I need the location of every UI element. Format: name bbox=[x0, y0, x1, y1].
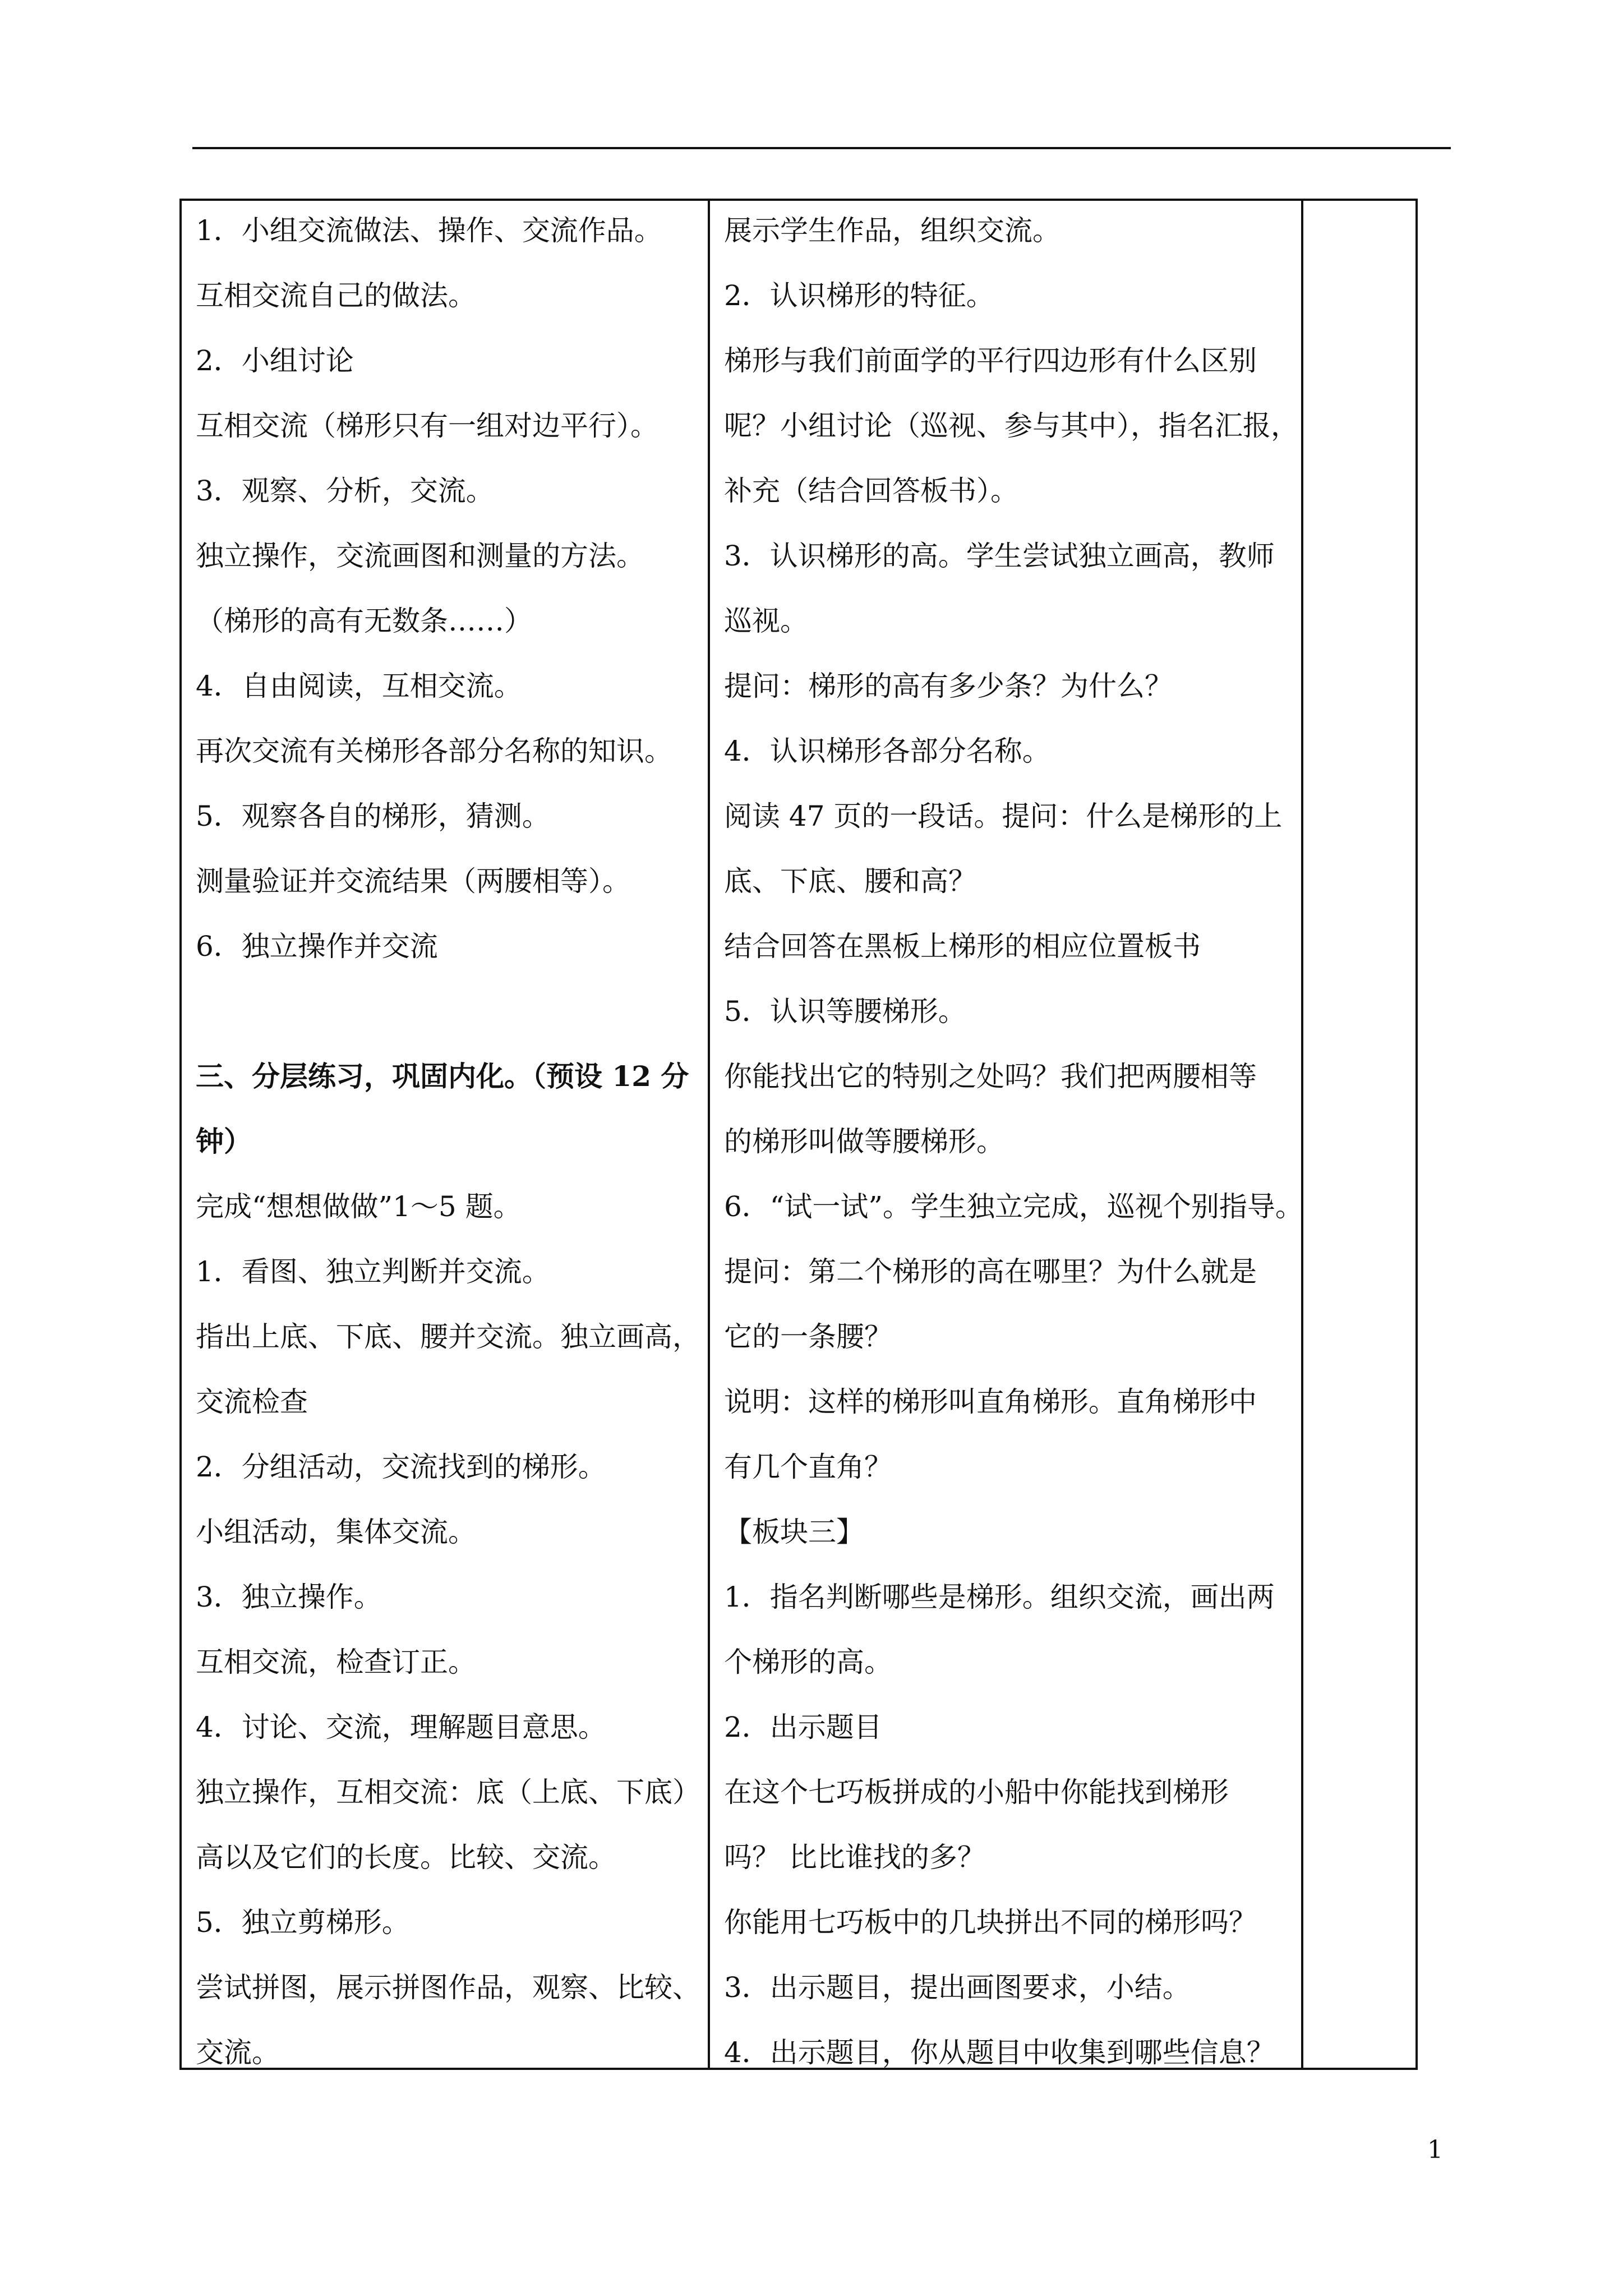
col2-line: 它的一条腰？ bbox=[724, 1320, 892, 1353]
col2-line: 个梯形的高。 bbox=[724, 1646, 892, 1678]
header-rule bbox=[192, 147, 1451, 149]
col1-line: 小组活动，集体交流。 bbox=[196, 1516, 476, 1548]
col1-line: 完成“想想做做”1～5 题。 bbox=[196, 1190, 522, 1223]
col1-line: 3．独立操作。 bbox=[196, 1581, 382, 1613]
col2-line: 结合回答在黑板上梯形的相应位置板书 bbox=[724, 930, 1201, 963]
section-heading: 钟） bbox=[196, 1125, 252, 1158]
col1-line: 4．讨论、交流，理解题目意思。 bbox=[196, 1711, 606, 1743]
col1-line: 互相交流自己的做法。 bbox=[196, 279, 476, 312]
col2-line: 呢？小组讨论（巡视、参与其中），指名汇报， bbox=[724, 409, 1299, 442]
col1-line: 1．小组交流做法、操作、交流作品。 bbox=[196, 214, 662, 247]
col2-line: 3．认识梯形的高。学生尝试独立画高，教师 bbox=[724, 540, 1275, 572]
col1-line: 互相交流（梯形只有一组对边平行）。 bbox=[196, 409, 658, 442]
col1-line: （梯形的高有无数条……） bbox=[196, 605, 532, 637]
col1-line: 1．看图、独立判断并交流。 bbox=[196, 1255, 550, 1288]
col1-line: 再次交流有关梯形各部分名称的知识。 bbox=[196, 735, 672, 767]
teacher-activity-column bbox=[710, 201, 1303, 2068]
col1-line: 测量验证并交流结果（两腰相等）。 bbox=[196, 865, 630, 898]
col2-line: 3．出示题目，提出画图要求，小结。 bbox=[724, 1971, 1191, 2004]
notes-column bbox=[1303, 201, 1415, 2068]
col1-line: 独立操作，交流画图和测量的方法。 bbox=[196, 540, 644, 572]
col2-line: 巡视。 bbox=[724, 605, 808, 637]
col2-line: 5．认识等腰梯形。 bbox=[724, 995, 966, 1028]
col2-line: 说明：这样的梯形叫直角梯形。直角梯形中 bbox=[724, 1386, 1257, 1418]
lesson-plan-table bbox=[179, 199, 1418, 2070]
col2-line: 提问：第二个梯形的高在哪里？为什么就是 bbox=[724, 1255, 1257, 1288]
col2-line: 展示学生作品，组织交流。 bbox=[724, 214, 1061, 247]
col2-line: 提问：梯形的高有多少条？为什么？ bbox=[724, 670, 1173, 702]
col1-line: 交流。 bbox=[196, 2036, 280, 2069]
col1-line: 3．观察、分析，交流。 bbox=[196, 475, 494, 507]
col2-line: 6．“试一试”。学生独立完成，巡视个别指导。 bbox=[724, 1190, 1303, 1223]
col1-line: 指出上底、下底、腰并交流。独立画高， bbox=[196, 1320, 700, 1353]
col2-line: 吗？ 比比谁找的多？ bbox=[724, 1841, 985, 1874]
col2-line: 有几个直角？ bbox=[724, 1451, 892, 1483]
col2-line: 梯形与我们前面学的平行四边形有什么区别 bbox=[724, 344, 1257, 377]
col2-line: 2．出示题目 bbox=[724, 1711, 882, 1743]
col1-line: 尝试拼图，展示拼图作品，观察、比较、 bbox=[196, 1971, 700, 2004]
col2-line: 4．出示题目，你从题目中收集到哪些信息？ bbox=[724, 2036, 1275, 2069]
col1-line: 5．独立剪梯形。 bbox=[196, 1906, 410, 1939]
col1-line: 互相交流，检查订正。 bbox=[196, 1646, 476, 1678]
col2-line: 你能用七巧板中的几块拼出不同的梯形吗？ bbox=[724, 1906, 1257, 1939]
col2-line: 2．认识梯形的特征。 bbox=[724, 279, 994, 312]
col1-line: 高以及它们的长度。比较、交流。 bbox=[196, 1841, 616, 1874]
col2-line: 底、下底、腰和高？ bbox=[724, 865, 976, 898]
col1-line: 4．自由阅读，互相交流。 bbox=[196, 670, 522, 702]
page-number: 1 bbox=[1427, 2136, 1443, 2164]
col1-line: 交流检查 bbox=[196, 1386, 308, 1418]
col1-line: 独立操作，互相交流：底（上底、下底） bbox=[196, 1776, 700, 1809]
col1-line: 2．小组讨论 bbox=[196, 344, 354, 377]
col2-line: 阅读 47 页的一段话。提问：什么是梯形的上 bbox=[724, 800, 1283, 832]
col2-line: 在这个七巧板拼成的小船中你能找到梯形 bbox=[724, 1776, 1229, 1809]
col1-line: 5．观察各自的梯形，猜测。 bbox=[196, 800, 550, 832]
col2-line: 4．认识梯形各部分名称。 bbox=[724, 735, 1050, 767]
col1-line: 6．独立操作并交流 bbox=[196, 930, 438, 963]
section-heading: 【板块三】 bbox=[724, 1516, 864, 1548]
col2-line: 1．指名判断哪些是梯形。组织交流，画出两 bbox=[724, 1581, 1275, 1613]
col2-line: 你能找出它的特别之处吗？我们把两腰相等 bbox=[724, 1060, 1257, 1093]
col1-line: 2．分组活动，交流找到的梯形。 bbox=[196, 1451, 606, 1483]
col2-line: 的梯形叫做等腰梯形。 bbox=[724, 1125, 1004, 1158]
student-activity-column bbox=[182, 201, 710, 2068]
section-heading: 三、分层练习，巩固内化。（预设 12 分 bbox=[196, 1060, 689, 1093]
col2-line: 补充（结合回答板书）。 bbox=[724, 475, 1018, 507]
